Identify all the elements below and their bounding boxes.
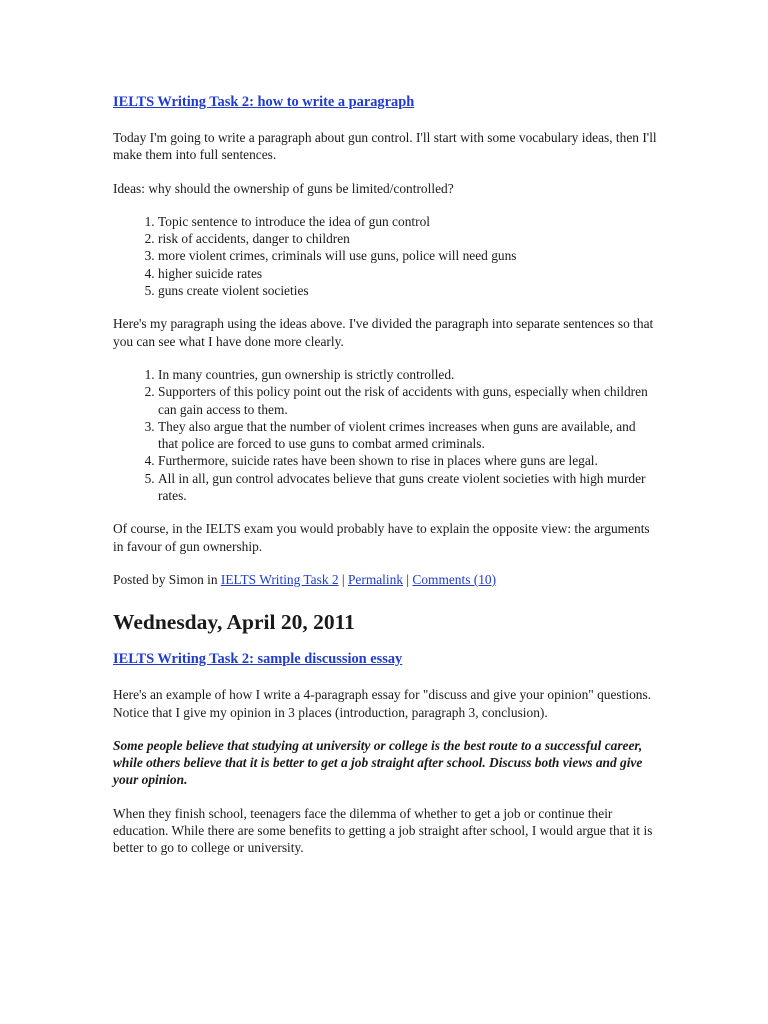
posted-by-text: Posted by Simon in [113,571,221,587]
ideas-list [113,213,658,299]
category-link[interactable]: IELTS Writing Task 2 [220,571,339,587]
post-title [113,648,658,670]
permalink-link[interactable]: Permalink [347,571,404,587]
comments-link[interactable]: Comments (10) [412,571,497,587]
post-title-link[interactable]: IELTS Writing Task 2: how to write a paragraph [113,94,415,110]
list-item: 3. more violent crimes, criminals will use guns, police will need guns [158,247,658,264]
list-item: 5. guns create violent societies [158,282,658,299]
post-intro: Today I'm going to write a paragraph about gun control. I'll start with some vocabulary ideas, then I'll make them into full sentences. [113,130,657,163]
date-header: Wednesday, April 20, 2011 [113,610,355,635]
list-item: 3. They also argue that the number of violent crimes increases when guns are available, and that police are forced to use guns to combat armed criminals. [158,418,658,453]
closing-paragraph: Of course, in the IELTS exam you would probably have to explain the opposite view: the arguments in favour of gun ownership. [113,521,650,554]
post-title-link[interactable]: IELTS Writing Task 2: sample discussion essay [113,651,403,668]
separator: | [403,571,413,587]
list-item: 1. Topic sentence to introduce the idea of gun control [158,213,658,230]
paragraph-intro: Here's my paragraph using the ideas above. I've divided the paragraph into separate sentences so that you can see what I have done more clearly. [113,316,654,349]
separator: | [338,571,348,587]
post-title [113,91,658,113]
essay-prompt: Some people believe that studying at university or college is the best route to a successful career, while others believe that it is better to get a job straight after school. Discuss both views and give your opinion. [113,737,643,788]
sentences-list [113,366,658,504]
list-item: 2. Supporters of this policy point out the risk of accidents with guns, especially when children can gain access to them. [158,383,658,418]
list-item: 2. risk of accidents, danger to children [158,230,658,247]
essay-intro: When they finish school, teenagers face the dilemma of whether to get a job or continue their education. While there are some benefits to getting a job straight after school, I would argue that it is better to go to college or university. [113,805,653,856]
post-footer [113,571,658,588]
list-item: 4. Furthermore, suicide rates have been shown to rise in places where guns are legal. [158,452,658,469]
list-item: 1. In many countries, gun ownership is strictly controlled. [158,366,658,383]
list-item: 4. higher suicide rates [158,265,658,282]
ideas-heading: Ideas: why should the ownership of guns be limited/controlled? [113,180,454,196]
post-intro: Here's an example of how I write a 4-paragraph essay for "discuss and give your opinion" questions. Notice that I give my opinion in 3 places (introduction, paragraph 3, conclusion). [113,687,652,720]
list-item: 5. All in all, gun control advocates believe that guns create violent societies with high murder rates. [158,470,658,505]
blog-content [113,88,658,857]
